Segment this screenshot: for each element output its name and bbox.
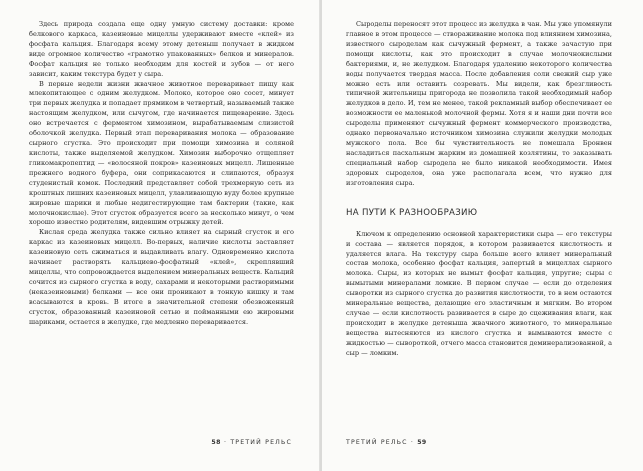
left-paragraph-3: Кислая среда желудка также сильно влияет на сырный сгусток и его каркас из казеиновых мицелл. Во-первых, наличие кислоты заставляет казеиновую сеть сжиматься и выдавливать влагу. Одновременно кислота начинает растворять кальциево-фосфатный «клей», скреплявший мицеллы, что сопровождается выделением минеральных веществ. Кальций сочится из сырного сгустка в воду, сахарами и некоторыми растворимыми (неказеиновыми) белками — все они проникают в тонкую кишку и там всасываются в кровь. В итоге в значительной степени обезвоженный сгусток, образованный казеиновой сетью и пойманными ею жировыми шариками, остается в желудке, где медленно переваривается. bbox=[29, 228, 294, 326]
right-folio: ТРЕТИЙ РЕЛЬС · 59 bbox=[346, 439, 427, 446]
left-text-column bbox=[29, 20, 294, 328]
right-running-title: ТРЕТИЙ РЕЛЬС bbox=[346, 439, 408, 446]
left-running-title: ТРЕТИЙ РЕЛЬС bbox=[230, 439, 292, 446]
right-page-number: 59 bbox=[417, 439, 427, 446]
right-paragraph-1: Сыроделы переносят этот процесс из желудка в чан. Мы уже упомянули главное в этом процессе — створаживание молока под влиянием химозина, известного сыроделам как сычужный фермент, а также зачастую при помощи кислоты, как это происходит в случае молочнокислыми бактериями, и, не желудком. Благодаря удалению некоторого количества воды получается твердая масса. После добавления соли свежий сыр уже можно есть или оставить созревать. Мы видели, как брезгливость типичной жительницы пригорода не позволила такой необходимый набор желудков в дело. И, тем не менее, такой рекламный выбор обеспечивает ее возможности ее маленькой молочной фермы. Хотя я и наши дни почти все сыроделы применяют сычужный фермент коммерческого производства, однако первоначально источником химозина служили желудки молодых мужского пола. Все бы чувствительность не помешала Бронвен насладиться пасхальным жарким из домашней козлятины, то заказывать специальный набор сыродела не было никакой необходимости. Имея здоровых сыроделов, она уже располагала всем, что нужно для изготовления сыра. bbox=[346, 20, 612, 187]
left-paragraph-2: В первые недели жизни жвачное животное переваривает пищу как млекопитающее с одним желудком. Молоко, которое оно сосет, минует три первых желудка и попадает прямиком в четвертый, называемый также настоящим желудком, или сычугом, где начинается пищеварение. Здесь оно встречается с ферментом химозином, вырабатываемым слизистой оболочкой желудка. Первый этап переваривания молока — образование сырного сгустка. Это происходит при помощи химозина и соляной кислоты, также выделяемой желудком. Химозин выборочно отщепляет гликомакропептид — «волосяной покров» казеиновых мицелл. Лишенные прежнего водного буфера, они соприкасаются и слипаются, образуя студенистый комок. Последний представляет собой трехмерную сеть из кроштных лишних казеиновых мицелл, улавливающую вуду более крупные жировые шарики и любые недигестирующие там бактерии (такие, как молочнокислые). Этот сгусток образуется всего за несколько минут, о чем хорошо известно родителям, видевшим отрыжку детей. bbox=[29, 79, 294, 227]
left-paragraph-1: Здесь природа создала еще одну умную систему доставки: кроме белкового каркаса, казеиновые мицеллы удерживают вместе «клей» из фосфата кальция. Благодаря всему этому детеныш получает в жидком виде огромное количество «грамотно упакованных» белков и минералов. Фосфат кальция не только необходим для костей и зубов — от него зависит, каким текстура будет у сыра. bbox=[29, 20, 294, 78]
right-paragraph-2: Ключом к определению основной характеристики сыра — его текстуры и состава — является порядок, в котором развивается кислотность и удаляется влага. На текстуру сыра больше всего влияет минеральный состав молока, особенно фосфат кальция, запертый в мицеллах сырного молока. Сыры, из которых не вымыт фосфат кальция, упругие; сыры с вымытыми минералами ломкие. В первом случае — если до отделения сыворотки из сырного сгустка до развития кислотности, то в нем остаются минеральные вещества, делающие его эластичным и мягким. Во втором случае — если кислотность развивается в сыре до сцеживания влаги, как происходит в желудке детеныша жвачного животного, то минеральные вещества вытесняются из кислого сгустка и вымываются вместе с жидкостью — сывороткой, отчего масса становится деминерализованной, а сыр — ломким. bbox=[346, 229, 612, 357]
right-page bbox=[322, 0, 643, 471]
section-heading: НА ПУТИ К РАЗНООБРАЗИЮ bbox=[346, 207, 478, 218]
left-page bbox=[0, 0, 320, 471]
left-page-number: 58 bbox=[211, 439, 221, 446]
right-text-column bbox=[346, 20, 612, 359]
left-folio: 58 · ТРЕТИЙ РЕЛЬС bbox=[211, 439, 292, 446]
